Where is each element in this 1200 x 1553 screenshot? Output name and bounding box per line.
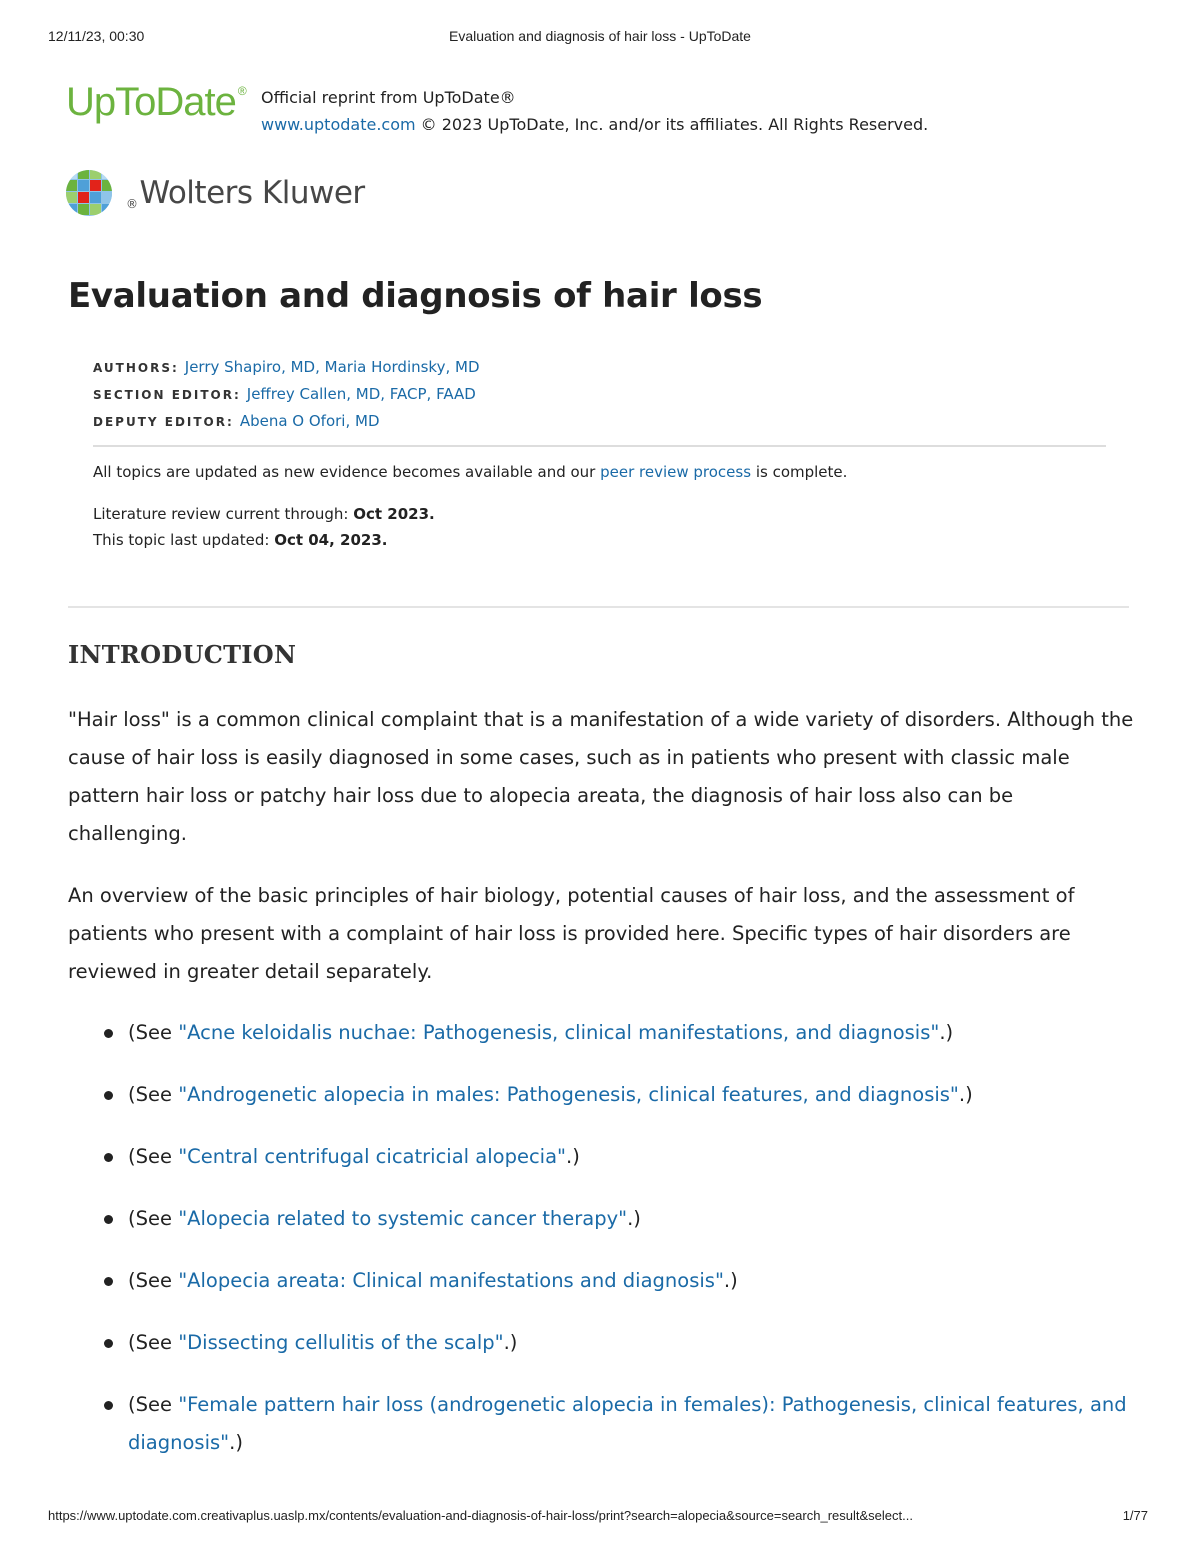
deputy-editor-label: DEPUTY EDITOR: (93, 415, 234, 429)
deputy-editor-row (93, 408, 1106, 435)
peer-review-link[interactable]: peer review process (600, 463, 752, 481)
reprint-line: Official reprint from UpToDate® (261, 88, 516, 107)
bullet-icon (104, 1339, 113, 1348)
print-footer (0, 1508, 1200, 1528)
copyright-text: © 2023 UpToDate, Inc. and/or its affiliates. All Rights Reserved. (415, 115, 929, 134)
see-also-link[interactable]: "Alopecia areata: Clinical manifestations and diagnosis" (178, 1269, 724, 1292)
last-updated-date: Oct 04, 2023. (274, 531, 388, 549)
wolters-kluwer-mark-icon (66, 168, 116, 218)
introduction-paragraph-1: "Hair loss" is a common clinical complaint that is a manifestation of a wide variety of disorders. Although the cause of hair loss is easily diagnosed in some cases, such as in patients who present with classic male pattern hair loss or patchy hair loss due to alopecia areata, the diagnosis of hair loss also can be challenging. (68, 708, 1134, 845)
bullet-icon (104, 1215, 113, 1224)
see-suffix: .) (566, 1145, 580, 1168)
literature-review-date: Oct 2023. (353, 505, 435, 523)
last-updated-line (93, 527, 1106, 553)
article-meta (93, 354, 1106, 553)
see-prefix: (See (128, 1331, 179, 1354)
page-number: 1/77 (1122, 1508, 1148, 1523)
see-suffix: .) (723, 1269, 738, 1292)
see-also-item (100, 1386, 1140, 1462)
page-title: Evaluation and diagnosis of hair loss (68, 276, 763, 316)
print-url: https://www.uptodate.com.creativaplus.uaslp.mx/contents/evaluation-and-diagnosis-of-hair-loss/print?search=alopecia&source=search_result&select... (48, 1508, 913, 1523)
wolters-kluwer-text (126, 175, 365, 211)
introduction-paragraph-2: An overview of the basic principles of hair biology, potential causes of hair loss, and the assessment of patients who present with a complaint of hair loss is provided here. Specific types of hair disorders are reviewed in greater detail separately. (68, 884, 1075, 983)
see-prefix: (See (128, 1021, 179, 1044)
see-suffix: .) (503, 1331, 518, 1354)
literature-review-label: Literature review current through: (93, 505, 354, 523)
uptodate-registered-mark: ® (237, 84, 246, 98)
introduction-heading: INTRODUCTION (68, 640, 297, 669)
see-also-item (100, 1138, 1140, 1176)
see-suffix: .) (627, 1207, 641, 1230)
meta-divider (93, 445, 1106, 447)
see-also-item (100, 1014, 1140, 1052)
wolters-kluwer-logo (66, 168, 365, 218)
wk-registered-mark: ® (126, 197, 138, 211)
update-note (93, 461, 1106, 483)
uptodate-site-link[interactable]: www.uptodate.com (261, 115, 416, 134)
section-editor-label: SECTION EDITOR: (93, 388, 241, 402)
bullet-icon (104, 1401, 113, 1410)
see-prefix: (See (128, 1145, 179, 1168)
section-editor-link[interactable]: Jeffrey Callen, MD, FACP, FAAD (246, 385, 476, 403)
see-also-link[interactable]: "Dissecting cellulitis of the scalp" (178, 1331, 504, 1354)
see-prefix: (See (128, 1207, 179, 1230)
uptodate-logo-text: UpToDate (66, 80, 236, 124)
last-updated-label: This topic last updated: (93, 531, 275, 549)
authors-link[interactable]: Jerry Shapiro, MD, Maria Hordinsky, MD (184, 358, 480, 376)
wk-wordmark: Wolters Kluwer (139, 175, 365, 211)
see-also-item (100, 1076, 1140, 1114)
section-divider (68, 606, 1129, 608)
see-prefix: (See (128, 1393, 179, 1416)
update-note-text: All topics are updated as new evidence becomes available and our (93, 463, 601, 481)
see-suffix: .) (958, 1083, 973, 1106)
see-prefix: (See (128, 1083, 179, 1106)
copyright-line (261, 111, 928, 138)
review-dates (93, 501, 1106, 553)
bullet-icon (104, 1277, 113, 1286)
bullet-icon (104, 1091, 113, 1100)
bullet-icon (104, 1029, 113, 1038)
section-editor-row (93, 381, 1106, 408)
see-suffix: .) (939, 1021, 954, 1044)
authors-label: AUTHORS: (93, 361, 179, 375)
uptodate-logo (66, 80, 246, 125)
authors-row (93, 354, 1106, 381)
introduction-body (68, 701, 1138, 1015)
see-also-list (100, 1014, 1140, 1486)
deputy-editor-link[interactable]: Abena O Ofori, MD (239, 412, 380, 430)
see-also-link[interactable]: "Female pattern hair loss (androgenetic alopecia in females): Pathogenesis, clinical features, and diagnosis" (128, 1393, 1127, 1454)
see-also-link[interactable]: "Acne keloidalis nuchae: Pathogenesis, clinical manifestations, and diagnosis" (178, 1021, 940, 1044)
see-also-link[interactable]: "Androgenetic alopecia in males: Pathogenesis, clinical features, and diagnosis" (178, 1083, 959, 1106)
see-also-item (100, 1262, 1140, 1300)
see-also-item (100, 1200, 1140, 1238)
print-date: 12/11/23, 00:30 (48, 28, 145, 44)
reprint-notice (261, 84, 928, 138)
literature-review-line (93, 501, 1106, 527)
see-also-link[interactable]: "Alopecia related to systemic cancer therapy" (178, 1207, 628, 1230)
see-prefix: (See (128, 1269, 179, 1292)
print-title: Evaluation and diagnosis of hair loss - UpToDate (449, 28, 751, 44)
update-note-end: is complete. (751, 463, 848, 481)
print-header (0, 28, 1200, 48)
bullet-icon (104, 1153, 113, 1162)
see-also-link[interactable]: "Central centrifugal cicatricial alopecia" (178, 1145, 567, 1168)
see-suffix: .) (229, 1431, 243, 1454)
see-also-item (100, 1324, 1140, 1362)
